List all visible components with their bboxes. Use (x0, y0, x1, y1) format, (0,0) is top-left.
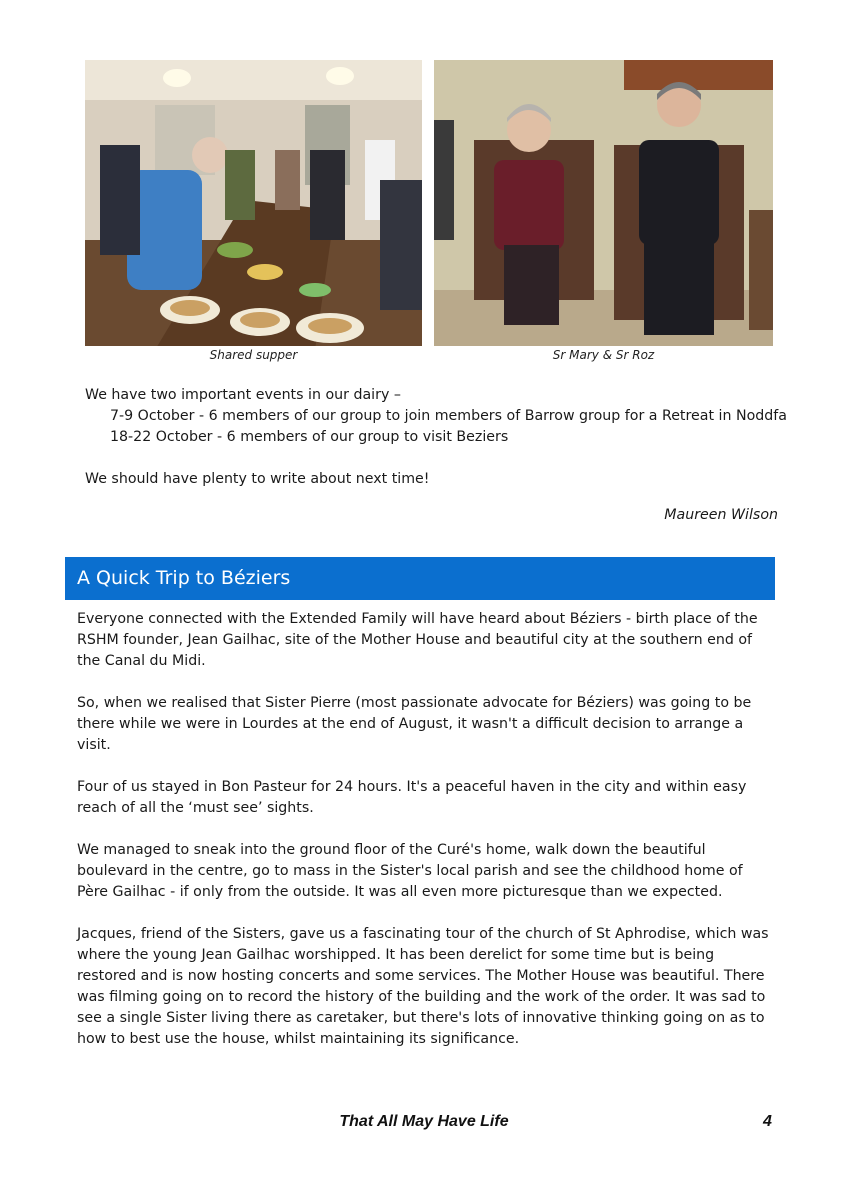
article-body (77, 609, 777, 1071)
event-item: 18-22 October - 6 members of our group to visit Beziers (110, 429, 509, 445)
article-paragraph: So, when we realised that Sister Pierre (most passionate advocate for Béziers) was going to be there while we were in Lourdes at the end of August, it wasn't a difficult decision to arrange a visit. (77, 695, 752, 753)
footer-title: That All May Have Life (339, 1113, 509, 1130)
left-photo-caption: Shared supper (209, 348, 298, 362)
right-photo-caption: Sr Mary & Sr Roz (552, 348, 655, 362)
sisters-portrait-photo (434, 60, 773, 346)
signature: Maureen Wilson (664, 507, 778, 523)
events-block (85, 385, 805, 490)
event-item: 7-9 October - 6 members of our group to join members of Barrow group for a Retreat in Noddfa (110, 408, 787, 424)
section-title: A Quick Trip to Béziers (77, 567, 291, 589)
events-closing: We should have plenty to write about next time! (85, 471, 430, 487)
article-paragraph: Jacques, friend of the Sisters, gave us a fascinating tour of the church of St Aphrodise, which was where the young Jean Gailhac worshipped. It has been derelict for some time but is being restored and is now hosting concerts and some services. The Mother House was beautiful. There was filming going on to record the history of the building and the work of the order. It was sad to see a single Sister living there as caretaker, but there's lots of innovative thinking going on as to how to best use the house, whilst maintaining its significance. (77, 926, 769, 1047)
article-paragraph: Everyone connected with the Extended Family will have heard about Béziers - birth place of the RSHM founder, Jean Gailhac, site of the Mother House and beautiful city at the southern end of the Canal du Midi. (77, 611, 758, 669)
section-header (65, 557, 775, 600)
article-paragraph: Four of us stayed in Bon Pasteur for 24 hours. It's a peaceful haven in the city and within easy reach of all the ‘must see’ sights. (77, 779, 747, 816)
article-paragraph: We managed to sneak into the ground floor of the Curé's home, walk down the beautiful boulevard in the centre, go to mass in the Sister's local parish and see the childhood home of Père Gailhac - if only from the outside. It was all even more picturesque than we expected. (77, 842, 743, 900)
page-number: 4 (763, 1113, 772, 1130)
shared-supper-photo (85, 60, 422, 346)
events-intro: We have two important events in our dairy – (85, 387, 401, 403)
